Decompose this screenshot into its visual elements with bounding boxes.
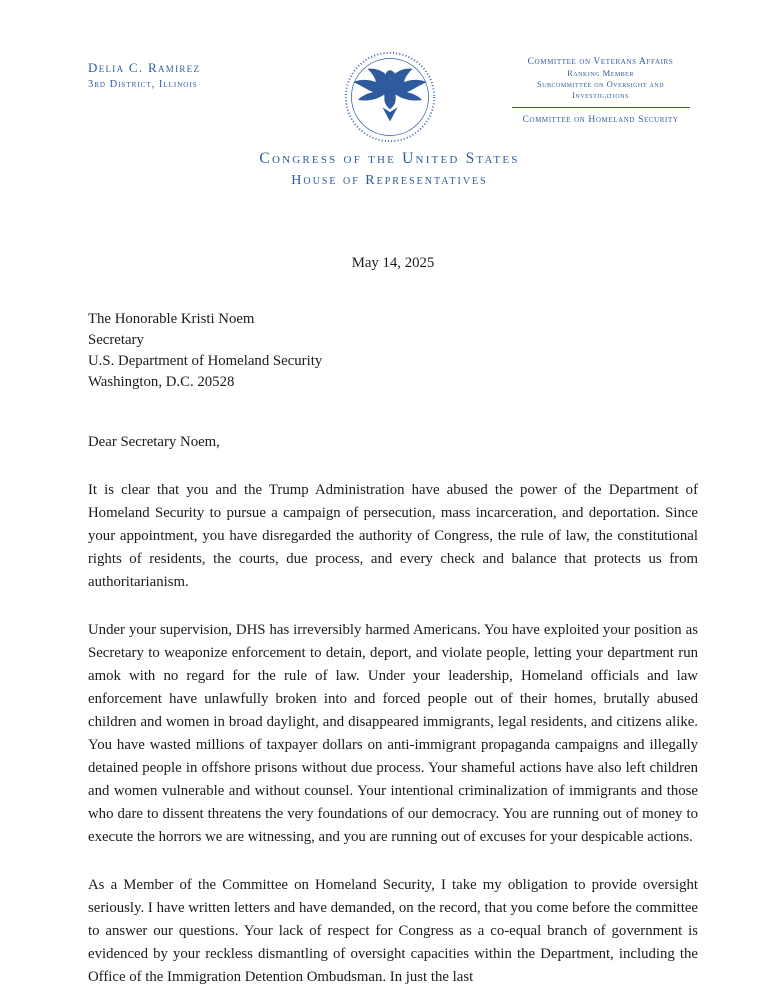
committee-line: Committee on Homeland Security: [522, 115, 679, 125]
committee-line: Committee on Veterans Affairs: [527, 57, 674, 67]
committee-line: Ranking Member: [567, 68, 634, 78]
recipient-agency: U.S. Department of Homeland Security: [88, 353, 323, 369]
committee-line: Subcommittee on Oversight and: [536, 79, 665, 89]
recipient-title: Secretary: [88, 332, 144, 348]
congress-title: Congress of the United States: [259, 150, 520, 167]
recipient-address-block: [88, 309, 698, 393]
congress-eagle-seal-icon: [343, 50, 437, 144]
letter-body: [88, 252, 698, 989]
recipient-city: Washington, D.C. 20528: [88, 374, 235, 390]
letter-paragraph: Under your supervision, DHS has irreversibly harmed Americans. You have exploited your position as Secretary to weaponize enforcement to detain, deport, and violate people, letting your department run amok with no regard for the rule of law. Under your leadership, Homeland officials and law enforcement have unlawfully broken into and forced people out of their homes, brutally abused children and women in broad daylight, and disappeared immigrants, legal residents, and citizens alike. You have wasted millions of taxpayer dollars on anti-immigrant propaganda campaigns and illegally detained people in offshore prisons without due process. Your shameful actions have also left children and women vulnerable and without counsel. Your intentional criminalization of immigrants and those who dare to dissent threatens the very foundations of our democracy. You are running out of money to execute the horrors we are witnessing, and you are running out of excuses for your despicable actions.: [88, 622, 698, 845]
letter-paragraph: As a Member of the Committee on Homeland Security, I take my obligation to provide oversight seriously. I have written letters and have demanded, on the record, that you come before the committee to answer our questions. Your lack of respect for Congress as a co-equal branch of government is evidenced by your reckless dismantling of oversight capacities within the Department, including the Office of the Immigration Detention Ombudsman. In just the last: [88, 877, 698, 985]
recipient-name: The Honorable Kristi Noem: [88, 311, 255, 327]
member-district: 3rd District, Illinois: [88, 79, 198, 90]
letterhead: [0, 0, 779, 205]
committee-assignments: [498, 56, 703, 126]
letter-paragraph: It is clear that you and the Trump Administration have abused the power of the Department of Homeland Security to pursue a campaign of persecution, mass incarceration, and deportation. Since your appointment, you have disregarded the authority of Congress, the rule of law, the constitutional rights of residents, the courts, due process, and every check and balance that protects us from authoritarianism.: [88, 482, 698, 590]
house-subtitle: House of Representatives: [291, 173, 488, 188]
member-info: [88, 60, 200, 90]
committee-line: Investigations: [572, 90, 629, 100]
member-name: Delia C. Ramirez: [88, 60, 201, 75]
committee-divider: [512, 107, 690, 108]
letter-date: May 14, 2025: [351, 255, 435, 271]
congress-masthead: [0, 150, 779, 189]
salutation: Dear Secretary Noem,: [88, 434, 220, 450]
